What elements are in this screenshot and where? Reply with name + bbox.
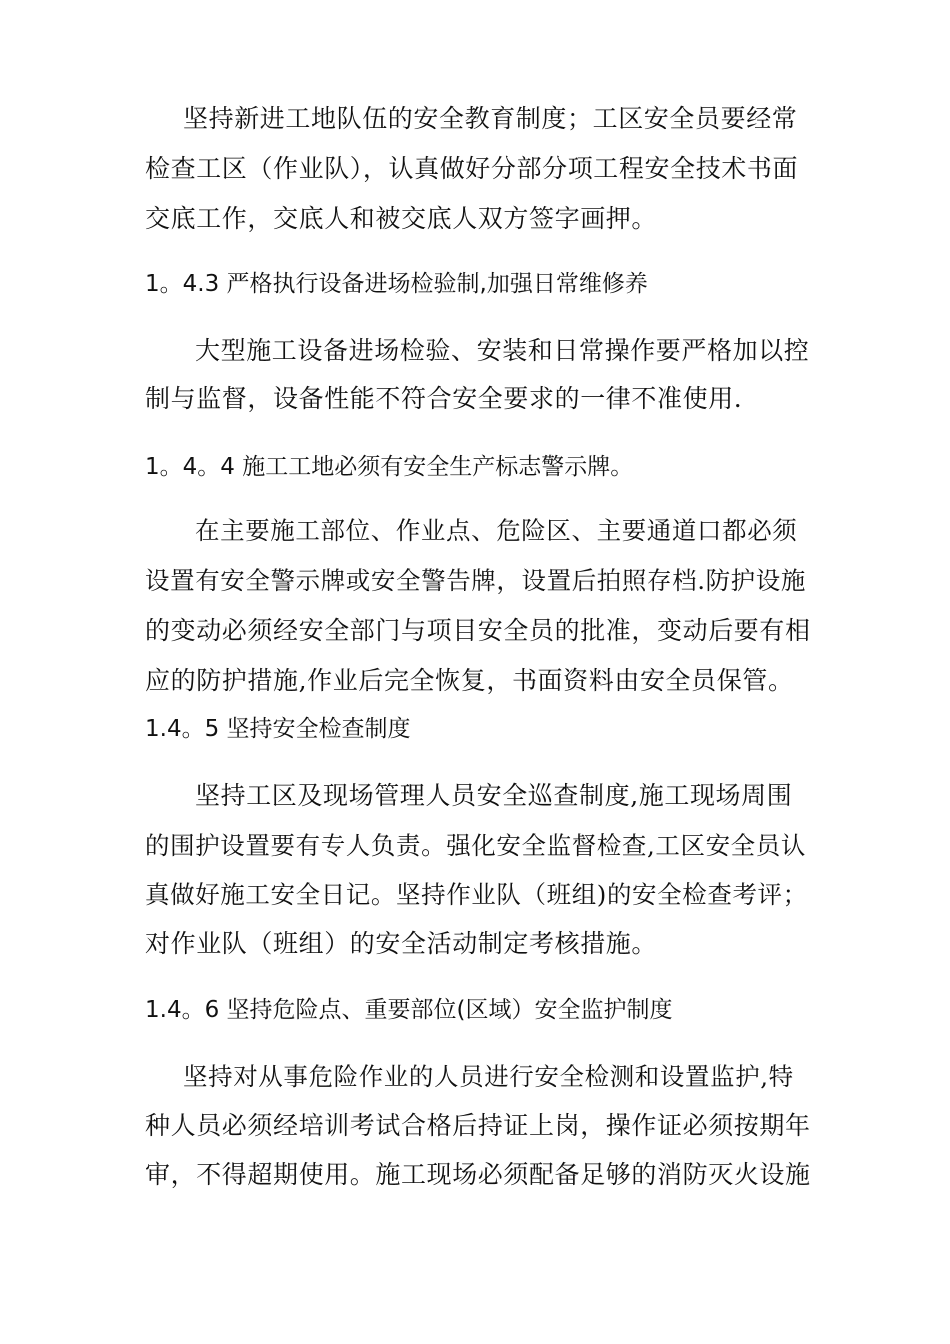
paragraph-line: 对作业队（班组）的安全活动制定考核措施。	[145, 929, 658, 958]
paragraph-line: 交底工作，交底人和被交底人双方签字画押。	[145, 204, 658, 233]
paragraph-line: 的变动必须经安全部门与项目安全员的批准，变动后要有相	[145, 616, 811, 645]
paragraph-line: 坚持工区及现场管理人员安全巡查制度,施工现场周围	[195, 781, 793, 810]
paragraph-line: 种人员必须经培训考试合格后持证上岗，操作证必须按期年	[145, 1111, 811, 1140]
paragraph-line: 应的防护措施,作业后完全恢复，书面资料由安全员保管。	[145, 666, 794, 695]
paragraph-line: 制与监督，设备性能不符合安全要求的一律不准使用.	[145, 384, 743, 413]
section-heading: 1。4。4 施工工地必须有安全生产标志警示牌。	[145, 454, 634, 480]
paragraph-line: 设置有安全警示牌或安全警告牌，设置后拍照存档.防护设施	[145, 566, 806, 595]
paragraph-line: 大型施工设备进场检验、安装和日常操作要严格加以控	[195, 336, 810, 365]
section-heading: 1.4。6 坚持危险点、重要部位(区域）安全监护制度	[145, 997, 673, 1023]
paragraph-line: 检查工区（作业队），认真做好分部分项工程安全技术书面	[145, 154, 799, 183]
paragraph-line: 坚持新进工地队伍的安全教育制度；工区安全员要经常	[183, 104, 798, 133]
paragraph-line: 审，不得超期使用。施工现场必须配备足够的消防灭火设施	[145, 1160, 811, 1189]
paragraph-line: 坚持对从事危险作业的人员进行安全检测和设置监护,特	[183, 1062, 794, 1091]
section-heading: 1。4.3 严格执行设备进场检验制,加强日常维修养	[145, 271, 648, 297]
paragraph-line: 的围护设置要有专人负责。强化安全监督检查,工区安全员认	[145, 831, 806, 860]
paragraph-line: 真做好施工安全日记。坚持作业队（班组)的安全检查考评；	[145, 880, 808, 909]
section-heading: 1.4。5 坚持安全检查制度	[145, 716, 411, 742]
paragraph-line: 在主要施工部位、作业点、危险区、主要通道口都必须	[195, 516, 798, 545]
